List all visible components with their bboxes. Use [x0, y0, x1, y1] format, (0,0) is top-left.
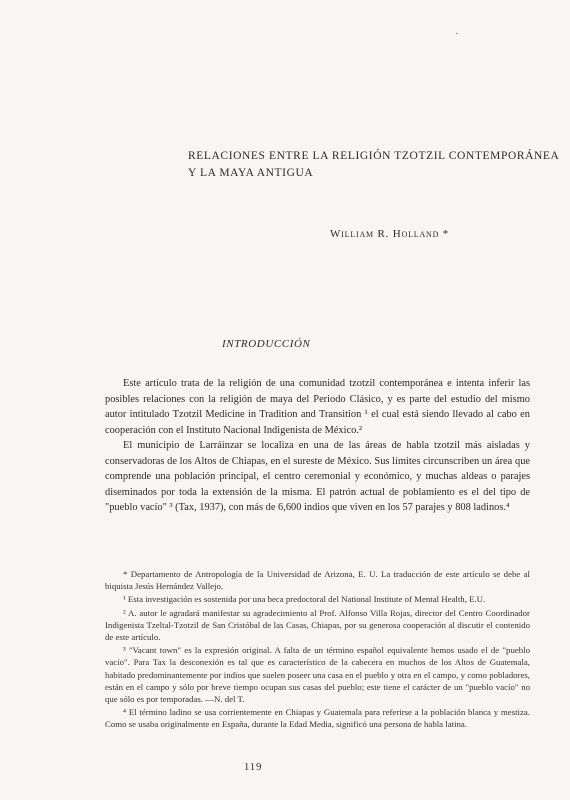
body-paragraph-2: El municipio de Larráinzar se localiza en una de las áreas de habla tzotzil más aisladas y conservadoras de los Altos de Chiapas, en el sureste de México. Sus límites circunscriben un área que comprende una población principal, el centro ceremonial y económico, y muchas aldeas o parajes diseminados por toda la extensión de la misma. El patrón actual de poblamiento es el del tipo de "pueblo vacío" ³ (Tax, 1937), con más de 6,600 indios que viven en los 57 parajes y 808 ladinos.⁴ — [105, 440, 530, 513]
article-title — [188, 148, 560, 182]
page-number: 119 — [244, 762, 263, 773]
body-paragraph-1: Este artículo trata de la religión de una comunidad tzotzil contemporánea e intenta inferir las posibles relaciones con la religión de maya del Periodo Clásico, y es parte del estudio del mismo autor intitulado Tzotzil Medicine in Tradition and Transition ¹ el cual está siendo llevado al cabo en cooperación con el Instituto Nacional Indigenista de México.² — [105, 378, 530, 436]
body-text — [105, 376, 530, 516]
footnote-1: ¹ Esta investigación es sostenida por una beca predoctoral del National Institute of Mental Health, E.U. — [123, 594, 486, 605]
footnote-author: * Departamento de Antropología de la Universidad de Arizona, E. U. La traducción de este artículo se debe al biquista Jesús Hernández Vallejo. — [105, 569, 530, 592]
footnote-4: ⁴ El término ladino se usa corrientemente en Chiapas y Guatemala para referirse a la población blanca y mestiza. Como se usaba originalmente en España, durante la Edad Media, significó una persona de habla latina. — [105, 707, 530, 730]
footnote-3: ³ "Vacant town" es la expresión original. A falta de un término español equivalente hemos usado el de "pueblo vacío". Para Tax la desconexión es tal que es característico de la cabecera en muchos de los Altos de Guatemala, habitado predominantemente por indios que suelen poseer una casa en el pueblo y otra en el campo, y como pobladores, están en el campo y sólo por breve tiempo ocupan sus casas del pueblo; este tiene el carácter de un "pueblo vacío" no que sólo es por temporadas. —N. del T. — [105, 645, 530, 705]
footnote-2: ² A. autor le agradará manifestar su agradecimiento al Prof. Alfonso Villa Rojas, director del Centro Coordinador Indigenista Tzeltal-Tzotzil de San Cristóbal de las Casas, Chiapas, por su generosa cooperación al discutir el contenido de este artículo. — [105, 607, 530, 643]
author-name: William R. Holland * — [330, 228, 450, 240]
section-heading: INTRODUCCIÓN — [222, 338, 311, 350]
title-line-2: Y LA MAYA ANTIGUA — [188, 167, 314, 179]
corner-mark: · — [455, 28, 459, 40]
footnotes — [105, 568, 530, 732]
title-line-1: RELACIONES ENTRE LA RELIGIÓN TZOTZIL CONTEMPORÁNEA — [188, 150, 560, 162]
